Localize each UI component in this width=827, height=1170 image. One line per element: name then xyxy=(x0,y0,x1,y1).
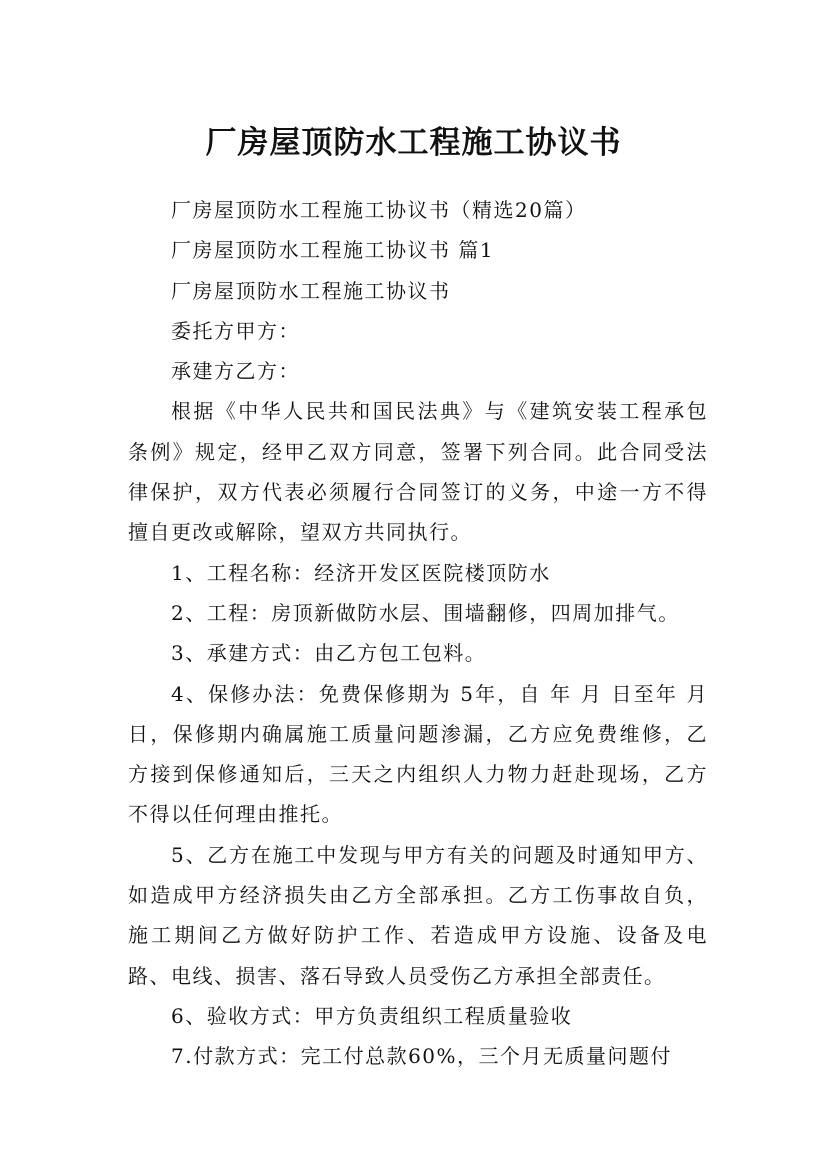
paragraph-clause-5: 5、乙方在施工中发现与甲方有关的问题及时通知甲方、如造成甲方经济损失由乙方全部承担。乙方工伤事故自负，施工期间乙方做好防护工作、若造成甲方设施、设备及电路、电线、损害、落石导致人员受伤乙方承担全部责任。 xyxy=(128,842,708,988)
document-title: 厂房屋顶防水工程施工协议书 xyxy=(205,124,622,161)
paragraph-party-b: 承建方乙方： xyxy=(171,359,300,384)
paragraph-clause-1: 1、工程名称：经济开发区医院楼顶防水 xyxy=(171,560,551,585)
paragraph-party-a: 委托方甲方： xyxy=(171,318,300,343)
paragraph-clause-2: 2、工程：房顶新做防水层、围墙翻修，四周加排气。 xyxy=(171,600,680,625)
paragraph-clause-3: 3、承建方式：由乙方包工包料。 xyxy=(171,641,487,666)
paragraph-clause-6: 6、验收方式：甲方负责组织工程质量验收 xyxy=(171,1003,573,1028)
paragraph-legal-basis: 根据《中华人民共和国民法典》与《建筑安装工程承包条例》规定，经甲乙双方同意，签署下列合同。此合同受法律保护，双方代表必须履行合同签订的义务，中途一方不得擅自更改或解除，望双方共同执行。 xyxy=(128,399,708,545)
document-body xyxy=(128,190,708,1077)
paragraph-subtitle: 厂房屋顶防水工程施工协议书（精选20篇） xyxy=(171,198,587,222)
paragraph-section-heading: 厂房屋顶防水工程施工协议书 篇1 xyxy=(171,238,495,263)
paragraph-agreement-title: 厂房屋顶防水工程施工协议书 xyxy=(171,278,451,303)
paragraph-clause-4: 4、保修办法：免费保修期为 5年，自 年 月 日至年 月 日，保修期内确属施工质量问题渗漏，乙方应免费维修，乙方接到保修通知后，三天之内组织人力物力赶赴现场，乙方不得以任何理由推托。 xyxy=(128,681,708,827)
paragraph-clause-7: 7.付款方式：完工付总款60%，三个月无质量问题付 xyxy=(171,1044,673,1069)
